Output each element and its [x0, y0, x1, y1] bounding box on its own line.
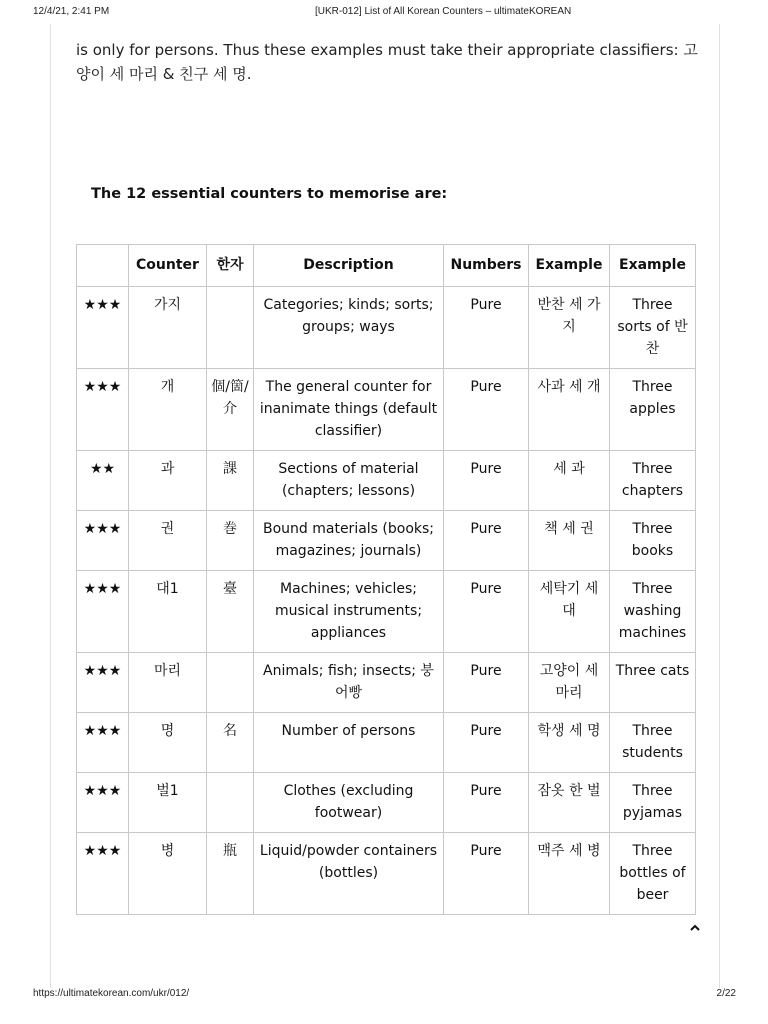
example-korean-cell: 사과 세 개: [529, 369, 610, 451]
counter-cell: 병: [129, 833, 207, 915]
example-korean-cell: 책 세 권: [529, 511, 610, 571]
table-row: [77, 369, 696, 451]
hanja-cell: 瓶: [207, 833, 254, 915]
description-cell: The general counter for inanimate things (default classifier): [254, 369, 444, 451]
table-header-row: [77, 245, 696, 287]
hanja-cell: 個/箇/介: [207, 369, 254, 451]
hanja-cell: 臺: [207, 571, 254, 653]
rating-cell: ★★★: [77, 571, 129, 653]
numbers-cell: Pure: [444, 451, 529, 511]
numbers-cell: Pure: [444, 369, 529, 451]
description-cell: Sections of material (chapters; lessons): [254, 451, 444, 511]
example-english-cell: Three bottles of beer: [610, 833, 696, 915]
table-row: [77, 713, 696, 773]
description-cell: Bound materials (books; magazines; journals): [254, 511, 444, 571]
counter-cell: 마리: [129, 653, 207, 713]
hanja-cell: 名: [207, 713, 254, 773]
table-row: [77, 511, 696, 571]
example-english-cell: Three sorts of 반찬: [610, 287, 696, 369]
rating-cell: ★★★: [77, 773, 129, 833]
counter-cell: 개: [129, 369, 207, 451]
table-row: [77, 451, 696, 511]
numbers-cell: Pure: [444, 653, 529, 713]
counter-cell: 가지: [129, 287, 207, 369]
example-english-cell: Three apples: [610, 369, 696, 451]
print-date: 12/4/21, 2:41 PM: [33, 6, 110, 17]
rating-cell: ★★★: [77, 833, 129, 915]
numbers-cell: Pure: [444, 773, 529, 833]
counter-cell: 대1: [129, 571, 207, 653]
header-hanja: 한자: [207, 245, 254, 287]
table-row: [77, 773, 696, 833]
example-korean-cell: 고양이 세 마리: [529, 653, 610, 713]
rating-cell: ★★: [77, 451, 129, 511]
example-english-cell: Three books: [610, 511, 696, 571]
page-number: 2/22: [716, 988, 736, 999]
example-korean-cell: 세 과: [529, 451, 610, 511]
table-row: [77, 571, 696, 653]
numbers-cell: Pure: [444, 571, 529, 653]
hanja-cell: [207, 773, 254, 833]
example-english-cell: Three pyjamas: [610, 773, 696, 833]
example-korean-cell: 잠옷 한 벌: [529, 773, 610, 833]
description-cell: Categories; kinds; sorts; groups; ways: [254, 287, 444, 369]
print-page-title: [UKR-012] List of All Korean Counters – ultimateKOREAN: [315, 6, 572, 17]
header-example-korean: Example: [529, 245, 610, 287]
numbers-cell: Pure: [444, 833, 529, 915]
table-row: [77, 653, 696, 713]
description-cell: Clothes (excluding footwear): [254, 773, 444, 833]
numbers-cell: Pure: [444, 511, 529, 571]
counter-cell: 과: [129, 451, 207, 511]
hanja-cell: 巻: [207, 511, 254, 571]
print-header: [0, 6, 768, 22]
hanja-cell: 課: [207, 451, 254, 511]
rating-cell: ★★★: [77, 653, 129, 713]
description-cell: Number of persons: [254, 713, 444, 773]
intro-paragraph: is only for persons. Thus these examples must take their appropriate classifiers: 고양이 세 마리 & 친구 세 명.: [76, 41, 698, 83]
rating-cell: ★★★: [77, 713, 129, 773]
example-korean-cell: 학생 세 명: [529, 713, 610, 773]
example-korean-cell: 세탁기 세 대: [529, 571, 610, 653]
counter-cell: 벌1: [129, 773, 207, 833]
description-cell: Animals; fish; insects; 붕어빵: [254, 653, 444, 713]
description-cell: Liquid/powder containers (bottles): [254, 833, 444, 915]
counter-cell: 명: [129, 713, 207, 773]
description-cell: Machines; vehicles; musical instruments; appliances: [254, 571, 444, 653]
print-footer: [0, 988, 768, 1002]
counter-cell: 권: [129, 511, 207, 571]
example-korean-cell: 반찬 세 가지: [529, 287, 610, 369]
chevron-up-icon[interactable]: [688, 921, 702, 935]
example-english-cell: Three washing machines: [610, 571, 696, 653]
rating-cell: ★★★: [77, 287, 129, 369]
rating-cell: ★★★: [77, 511, 129, 571]
numbers-cell: Pure: [444, 713, 529, 773]
header-example-english: Example: [610, 245, 696, 287]
hanja-cell: [207, 653, 254, 713]
example-korean-cell: 맥주 세 병: [529, 833, 610, 915]
example-english-cell: Three chapters: [610, 451, 696, 511]
article-content: [50, 24, 720, 988]
table-row: [77, 833, 696, 915]
counters-table: [76, 244, 696, 915]
header-description: Description: [254, 245, 444, 287]
rating-cell: ★★★: [77, 369, 129, 451]
hanja-cell: [207, 287, 254, 369]
numbers-cell: Pure: [444, 287, 529, 369]
page-url: https://ultimatekorean.com/ukr/012/: [33, 988, 190, 999]
header-numbers: Numbers: [444, 245, 529, 287]
header-rating: [77, 245, 129, 287]
example-english-cell: Three students: [610, 713, 696, 773]
section-heading: The 12 essential counters to memorise are:: [91, 186, 448, 202]
example-english-cell: Three cats: [610, 653, 696, 713]
header-counter: Counter: [129, 245, 207, 287]
table-row: [77, 287, 696, 369]
chevron-up-icon-graphic: [688, 921, 702, 935]
